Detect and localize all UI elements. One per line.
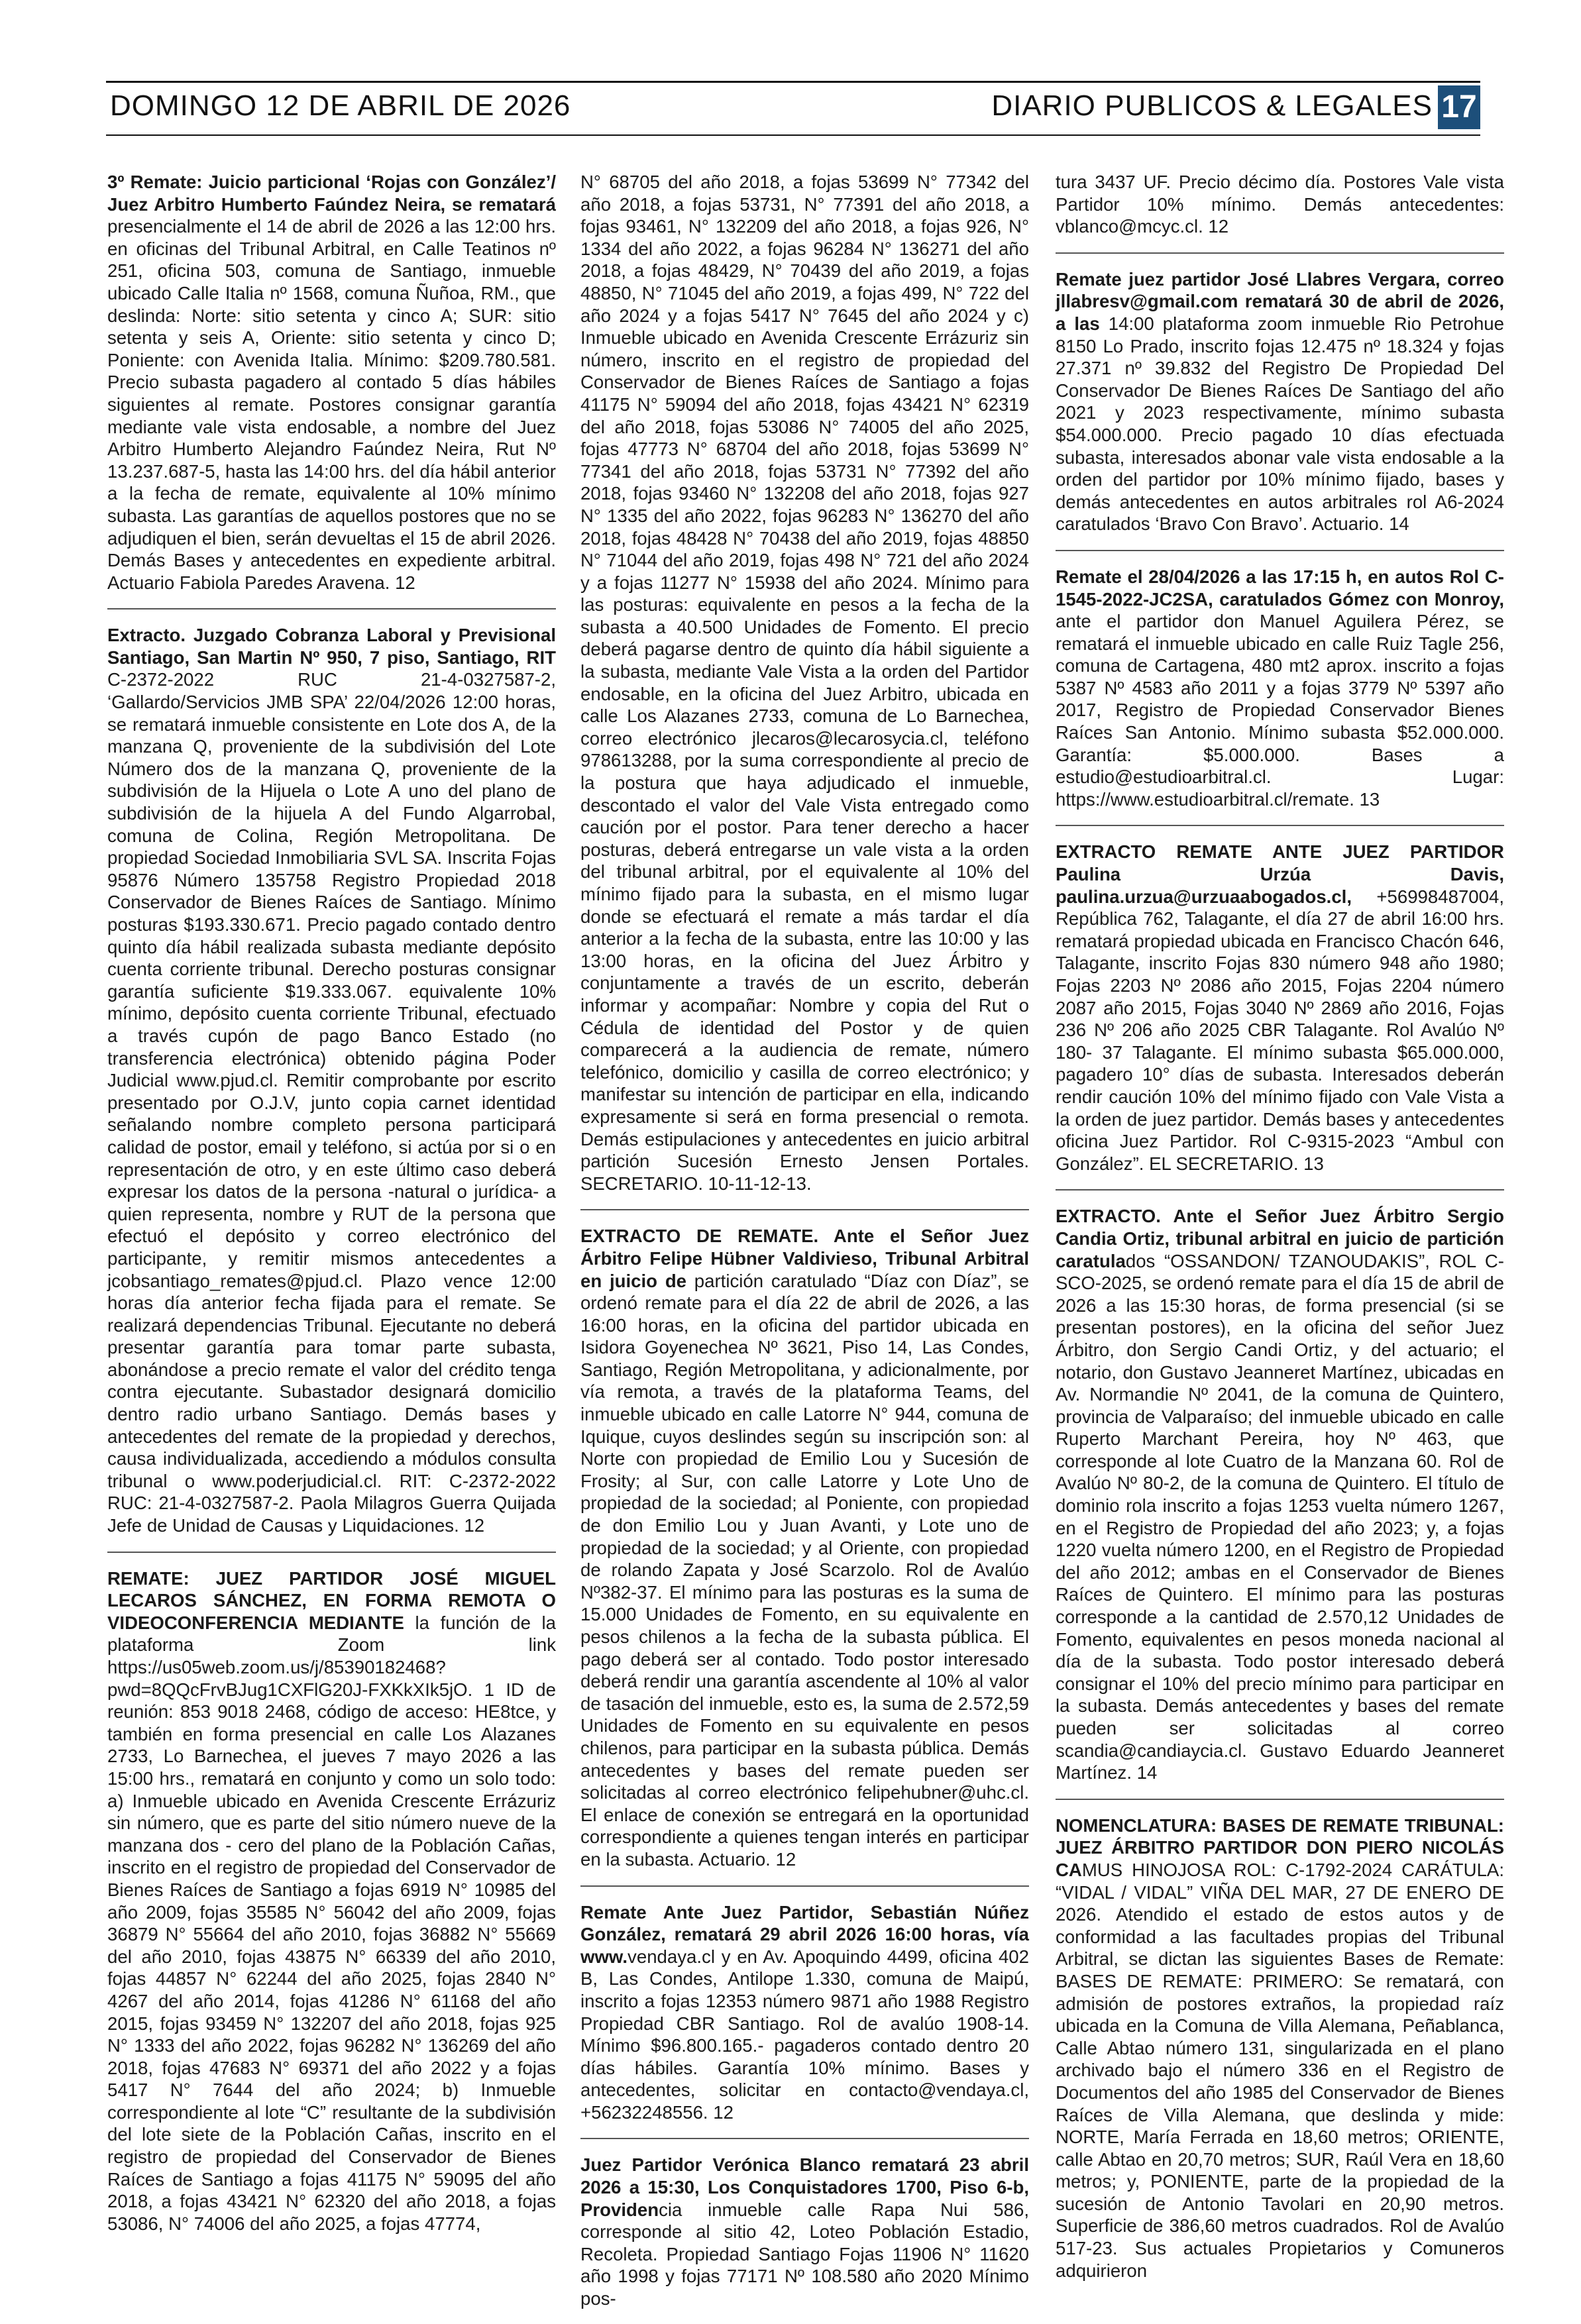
notice-divider <box>1056 252 1504 254</box>
notice-divider <box>1056 1799 1504 1800</box>
notice-lecaros-sanchez-continued: N° 68705 del año 2018, a fojas 53699 N° 77342 del año 2018, a fojas 53731, N° 77391 del año 2018, a fojas 93461, N° 132209 del año 2018, a fojas 926, N° 1334 del año 2022, a fojas 96284 N° 136271 del año 2018, a fojas 48429, N° 70439 del año 2019, a fojas 48850, N° 71045 del año 2019, a fojas 499, N° 722 del año 2024 y a fojas 5417 N° 7645 del año 2024 y c) Inmueble ubicado en Avenida Crescente Errázuriz sin número, inscrito en el registro de propiedad del Conservador de Bienes Raíces de Santiago a fojas 41175 N° 59094 del año 2018, fojas 43421 N° 62319 del año 2018, fojas 53086 N° 74005 del año 2025, fojas 47773 N° 68704 del año 2018, fojas 53699 N° 77341 del año 2018, fojas 53731 N° 77392 del año 2018, fojas 93460 N° 132208 del año 2018, fojas 927 N° 1335 del año 2022, fojas 96283 N° 136270 del año 2018, fojas 48428 N° 70438 del año 2019, fojas 48850 N° 71044 del año 2019, fojas 498 N° 721 del año 2024 y a fojas 11277 N° 15938 del año 2024. Mínimo para las posturas: equivalente en pesos a la fecha de la subasta a 40.500 Unidades de Fomento. El precio deberá pagarse dentro de quinto día hábil siguiente a la subasta, mediante Vale Vista a la orden del Partidor endosable, en la oficina del Juez Arbitro, ubicada en calle Los Alazanes 2733, comuna de Lo Barnechea, correo electrónico jlecaros@lecarosycia.cl, teléfono 978613288, por la suma correspondiente al precio de la postura que haya adjudicado el inmueble, descontado el valor del Vale Vista entregado como caución por el postor. Para tener derecho a hacer posturas, deberá entregarse un vale vista a la orden del tribunal arbitral, por el equivalente al 10% del mínimo fijado para la subasta, en el mismo lugar donde se efectuará el remate a más tardar el día anterior a la fecha de la subasta, entre las 10:00 y las 13:00 horas, en la oficina del Juez Árbitro y conjuntamente a través de un escrito, deberán informar y acompañar: Nombre y copia del Rut o Cédula de identidad del Postor y de quien comparecerá a la audiencia de remate, número telefónico, domicilio y casilla de correo electrónico; y manifestar su intención de participar en ella, indicando expresamente si será en forma presencial o remota. Demás estipulaciones y antecedentes en juicio arbitral partición Sucesión Ernesto Jensen Portales. SECRETARIO. 10-11-12-13. <box>580 172 1029 1194</box>
notice-lead: NOMENCLATURA: BASES DE REMATE TRIBUNAL: JUEZ ÁRBITRO PARTIDOR DON PIERO NICOLÁS CA <box>1056 1815 1504 1880</box>
notice-lead: Remate el 28/04/2026 a las 17:15 h, en autos Rol C-1545-2022-JC2SA, caratulados Gómez con Monroy, <box>1056 566 1504 609</box>
page-number-badge: 17 <box>1438 85 1480 129</box>
notice-lead: EXTRACTO DE REMATE. Ante el Señor Juez Árbitro Felipe Hübner Valdivieso, Tribunal Arbitral en juicio de <box>580 1226 1029 1291</box>
notice-gallardo-servicios-jmb <box>107 624 556 1536</box>
notice-divider <box>107 1552 556 1553</box>
notice-lead: Juez Partidor Verónica Blanco rematará 23 abril 2026 a 15:30, Los Conquistadores 1700, Piso 6-b, Providen <box>580 2154 1029 2220</box>
notice-body: presencialmente el 14 de abril de 2026 a las 12:00 hrs. en oficinas del Tribunal Arbitral, en Calle Teatinos nº 251, oficina 503, comuna de Santiago, inmueble ubicado Calle Italia nº 1568, comuna Ñuñoa, RM., que deslinda: Norte: sitio setenta y cinco A; SUR: sitio setenta y seis A, Oriente: sitio setenta y cinco D; Poniente: con Avenida Italia. Mínimo: $209.780.581. Precio subasta pagadero al contado 5 días hábiles siguientes al remate. Postores consignar garantía mediante vale vista endosable, a nombre del Juez Arbitro Humberto Alejandro Faúndez Neira, Rut Nº 13.237.687-5, hasta las 14:00 hrs. del día hábil anterior a la fecha de remate, equivalente al 10% mínimo subasta. Las garantías de aquellos postores que no se adjudiquen el bien, serán devueltas el 15 de abril 2026. Demás Bases y antecedentes en expediente arbitral. Actuario Fabiola Paredes Aravena. 12 <box>107 216 556 593</box>
notice-body: MUS HINOJOSA ROL: C-1792-2024 CARÁTULA: “VIDAL / VIDAL” VIÑA DEL MAR, 27 DE ENERO DE 2026. Atendido el estado de estos autos y de conformidad a las facultades propias del Tribunal Arbitral, se dictan las siguientes Bases de Remate: BASES DE REMATE: PRIMERO: Se rematará, con admisión de postores extraños, la propiedad raíz ubicada en la Comuna de Villa Alemana, Peñablanca, Calle Abtao número 131, singularizada en el plano archivado bajo el número 336 en el Registro de Documentos del año 1985 del Conservador de Bienes Raíces de Villa Alemana, que deslinda y mide: NORTE, María Ferrada en 18,60 metros; ORIENTE, calle Abtao en 20,70 metros; SUR, Raúl Vera en 18,60 metros; y, PONIENTE, parte de la propiedad de la sucesión de Antonio Tavolari en 20,90 metros. Superficie de 386,60 metros cuadrados. Rol de Avalúo 517-23. Sus actuales Propietarios y Comuneros adquirieron <box>1056 1859 1504 2281</box>
column-3 <box>1056 171 1504 2298</box>
notice-divider <box>1056 1189 1504 1190</box>
notice-lead: REMATE: JUEZ PARTIDOR JOSÉ MIGUEL LECAROS SÁNCHEZ, EN FORMA REMOTA O VIDEOCONFERENCIA MEDIANTE <box>107 1567 556 1633</box>
notice-body: cia inmueble calle Rapa Nui 586, corresponde al sitio 42, Loteo Población Estadio, Recoleta. Propiedad Santiago Fojas 11906 N° 11620 año 1998 y fojas 77171 Nº 108.580 año 2020 Mínimo pos- <box>580 2199 1029 2309</box>
header-date: DOMINGO 12 DE ABRIL DE 2026 <box>110 89 571 122</box>
notice-ossandon-tzanoudakis <box>1056 1205 1504 1783</box>
notice-lecaros-sanchez <box>107 1567 556 2235</box>
page-header <box>106 81 1480 136</box>
notice-rojas-con-gonzalez <box>107 171 556 594</box>
notice-lead: Extracto. Juzgado Cobranza Laboral y Previsional Santiago, San Martin Nº 950, 7 piso, Santiago, RIT <box>107 625 556 668</box>
notice-divider <box>580 2138 1029 2139</box>
notice-body: dos “OSSANDON/ TZANOUDAKIS”, ROL C-SCO-2025, se ordenó remate para el día 15 de abril de 2026 a las 15:30 horas, de forma presencial (si se presentan postores), en la oficina del señor Juez Árbitro, don Sergio Candi Ortiz, y del actuario; el notario, don Gustavo Jeanneret Martínez, ubicadas en Av. Normandie Nº 2041, de la comuna de Quintero, provincia de Valparaíso; del inmueble ubicado en calle Ruperto Marchant Pereira, hoy Nº 463, que corresponde al lote Cuatro de la Manzana 60. Rol de Avalúo Nº 80-2, de la comuna de Quintero. El título de dominio rola inscrito a fojas 1253 vuelta número 1267, en el Registro de Propiedad del año 2023; y, a fojas 1220 vuelta número 1200, en el Registro de Propiedad del año 2012; ambas en el Conservador de Bienes Raíces de Quintero. El mínimo para las posturas corresponde a la cantidad de 2.570,12 Unidades de Fomento, equivalentes en pesos moneda nacional al día de la subasta. Todo postor interesado deberá consignar el 10% del precio mínimo para participar en la subasta. Demás antecedentes y bases del remate pueden ser solicitadas al correo scandia@candiaycia.cl. Gustavo Eduardo Jeanneret Martínez. 14 <box>1056 1250 1504 1783</box>
notice-body: la función de la plataforma Zoom link https://us05web.zoom.us/j/85390182468?pwd=8QQcFrvBJug1CXFlG20J-FXKkXIk5jO. 1 ID de reunión: 853 9018 2468, código de acceso: HE8tce, y también en forma presencial en calle Los Alazanes 2733, Lo Barnechea, el jueves 7 mayo 2026 a las 15:00 hrs., rematará en conjunto y como un solo todo: a) Inmueble ubicado en Avenida Crescente Errázuriz sin número, que es parte del sitio número nueve de la manzana dos - cero del plano de la Población Cañas, inscrito en el registro de propiedad del Conservador de Bienes Raíces de Santiago a fojas 6919 N° 10985 del año 2009, fojas 35585 N° 56042 del año 2009, fojas 36879 N° 55664 del año 2010, fojas 36882 N° 55669 del año 2010, fojas 43875 N° 66339 del año 2010, fojas 44857 N° 62244 del año 2025, fojas 2840 N° 4267 del año 2014, fojas 41286 N° 61168 del año 2015, fojas 93459 N° 132207 del año 2018, fojas 925 N° 1333 del año 2022, fojas 96282 N° 136269 del año 2018, fojas 47683 N° 69371 del año 2022 y a fojas 5417 N° 7644 del año 2024; b) Inmueble correspondiente al lote “C” resultante de la subdivisión del lote siete de la Población Cañas, inscrito en el registro de propiedad del Conservador de Bienes Raíces de Santiago a fojas 41175 N° 59095 del año 2018, a fojas 43421 N° 62320 del año 2018, a fojas 53086, N° 74006 del año 2025, a fojas 47774, <box>107 1612 557 2234</box>
notice-body: ante el partidor don Manuel Aguilera Pérez, se rematará el inmueble ubicado en calle Ruiz Tagle 256, comuna de Cartagena, 480 mt2 aprox. inscrito a fojas 5387 Nº 4583 año 2011 y a fojas 3779 Nº 5397 año 2017, Registro de Propiedad Conservador Bienes Raíces San Antonio. Mínimo subasta $52.000.000. Garantía: $5.000.000. Bases a estudio@estudioarbitral.cl. Lugar: https://www.estudioarbitral.cl/remate. 13 <box>1056 611 1504 810</box>
notice-divider <box>580 1885 1029 1887</box>
notice-nunez-gonzalez <box>580 1901 1029 2124</box>
notice-lead: 3º Remate: Juicio particional ‘Rojas con González’/ Juez Arbitro Humberto Faúndez Neira, se rematará <box>107 172 556 215</box>
notice-body: vendaya.cl y en Av. Apoquindo 4499, oficina 402 B, Las Condes, Antilope 1.330, comuna de Maipú, inscrito a fojas 12353 número 9871 año 1988 Registro Propiedad CBR Santiago. Rol de avalúo 1908-14. Mínimo $96.800.165.- pagaderos contado dentro 20 días hábiles. Garantía 10% mínimo. Bases y antecedentes, solicitar en contacto@vendaya.cl, +56232248556. 12 <box>580 1946 1029 2123</box>
column-2 <box>580 171 1029 2309</box>
notice-lead: Remate Ante Juez Partidor, Sebastián Núñez González, rematará 29 abril 2026 16:00 horas, vía www. <box>580 1901 1029 1967</box>
notice-lead: EXTRACTO REMATE ANTE JUEZ PARTIDOR Paulina Urzúa Davis, paulina.urzua@urzuaabogados.cl, <box>1056 841 1504 907</box>
notice-body: 14:00 plataforma zoom inmueble Rio Petrohue 8150 Lo Prado, inscrito fojas 12.475 nº 18.324 y fojas 27.371 nº 39.832 del Registro De Propiedad Del Conservador De Bienes Raíces De Santiago del año 2021 y 2023 respectivamente, mínimo subasta $54.000.000. Precio pagado 10 días efectuada subasta, interesados abonar vale vista endosable a la orden del partidor por 10% mínimo fijado, bases y demás antecedentes en autos arbitrales rol A6-2024 caratulados ‘Bravo Con Bravo’. Actuario. 14 <box>1056 313 1504 535</box>
notice-urzua-davis <box>1056 841 1504 1175</box>
notice-veronica-blanco <box>580 2154 1029 2309</box>
notice-gomez-con-monroy <box>1056 566 1504 811</box>
notice-llabres-vergara <box>1056 268 1504 535</box>
notice-body: +56998487004, República 762, Talagante, el día 27 de abril 16:00 hrs. rematará propiedad ubicada en Francisco Chacón 646, Talagante, inscrito Fojas 830 número 948 año 1980; Fojas 2203 Nº 2086 año 2015, Fojas 2204 número 2087 año 2015, Fojas 3040 Nº 2869 año 2016, Fojas 236 Nº 206 año 2025 CBR Talagante. Rol Avalúo Nº 180- 37 Talagante. El mínimo subasta $65.000.000, pagadero 10° días de subasta. Interesados deberán rendir caución 10% del mínimo fijado con Vale Vista a la orden de juez partidor. Demás bases y antecedentes oficina Juez Partidor. Rol C-9315-2023 “Ambul con González”. EL SECRETARIO. 13 <box>1056 886 1504 1174</box>
column-1 <box>107 171 556 2298</box>
notice-divider <box>1056 825 1504 826</box>
notice-lead: Remate juez partidor José Llabres Vergara, correo jllabresv@gmail.com rematará 30 de abril de 2026, a las <box>1056 268 1504 334</box>
notice-veronica-blanco-continued: tura 3437 UF. Precio décimo día. Postores Vale vista Partidor 10% mínimo. Demás antecedentes: vblanco@mcyc.cl. 12 <box>1056 172 1504 237</box>
notice-vidal-vidal <box>1056 1815 1504 2282</box>
notice-divider <box>580 1209 1029 1210</box>
notice-body: C-2372-2022 RUC 21-4-0327587-2, ‘Gallardo/Servicios JMB SPA’ 22/04/2026 12:00 horas, se rematará inmueble consistente en Lote dos A, de la manzana Q, proveniente de la subdivisión del Lote Número dos de la manzana Q, proveniente de la subdivisión de la Hijuela o Lote A uno del plano de subdivisión de la hijuela A del Fundo Algarrobal, comuna de Colina, Región Metropolitana. De propiedad Sociedad Inmobiliaria SVL SA. Inscrita Fojas 95876 Número 135758 Registro Propiedad 2018 Conservador de Bienes Raíces de Santiago. Mínimo posturas $193.330.671. Precio pagado contado dentro quinto día hábil realizada subasta mediante depósito cuenta corriente tribunal. Derecho posturas consignar garantía suficiente $19.333.067. equivalente 10% mínimo, depósito cuenta corriente Tribunal, efectuado a través cupón de pago Banco Estado (no transferencia electrónica) obtenido página Poder Judicial www.pjud.cl. Remitir comprobante por escrito presentado por O.J.V, junto copia carnet identidad señalando nombre completo persona participará calidad de postor, email y teléfono, si actúa por si o en representación de otro, y en este último caso deberá expresar los datos de la persona -natural o jurídica- a quien representa, nombre y RUT de la persona que efectuó el depósito y correo electrónico del participante, y remitir mismos antecedentes a jcobsantiago_remates@pjud.cl. Plazo vence 12:00 horas día anterior fecha fijada para el remate. Se realizará dependencias Tribunal. Ejecutante no deberá presentar garantía para tomar parte subasta, abonándose a precio remate el valor del crédito tenga contra ejecutante. Subastador designará domicilio dentro radio urbano Santiago. Demás bases y antecedentes del remate de la propiedad y derechos, causa individualizada, accediendo a módulos consulta tribunal o www.poderjudicial.cl. RIT: C-2372-2022 RUC: 21-4-0327587-2. Paola Milagros Guerra Quijada Jefe de Unidad de Causas y Liquidaciones. 12 <box>107 669 556 1536</box>
notice-lead: EXTRACTO. Ante el Señor Juez Árbitro Sergio Candia Ortiz, tribunal arbitral en juicio de partición caratula <box>1056 1206 1504 1271</box>
notice-body: partición caratulado “Díaz con Díaz”, se ordenó remate para el día 22 de abril de 2026, a las 16:00 horas, en la oficina del partidor ubicada en Isidora Goyenechea Nº 3621, Piso 14, Las Condes, Santiago, Región Metropolitana, y adicionalmente, por vía remota, a través de la plataforma Teams, del inmueble ubicado en calle Latorre N° 944, comuna de Iquique, cuyos deslindes según su inscripción son: al Norte con propiedad de Emilio Lou y Sucesión de Frosity; al Sur, con calle Latorre y Lote Uno de propiedad de la sociedad; al Poniente, con propiedad de don Emilio Lou y Juan Avanti, y Lote uno de propiedad de la sociedad; y al Oriente, con propiedad de rolando Zapata y José Scarzolo. Rol de Avalúo Nº382-37. El mínimo para las posturas es la suma de 15.000 Unidades de Fomento, en su equivalente en pesos chilenos a la fecha de la subasta pública. El pago deberá ser al contado. Todo postor interesado deberá rendir una garantía ascendente al 10% al valor de tasación del inmueble, esto es, la suma de 2.572,59 Unidades de Fomento en su equivalente en pesos chilenos, para participar en la subasta pública. Demás antecedentes y bases del remate pueden ser solicitadas al correo electrónico felipehubner@uhc.cl. El enlace de conexión se entregará en la oportunidad correspondiente a quienes tengan interés en participar en la subasta. Actuario. 12 <box>580 1270 1029 1870</box>
notice-diaz-con-diaz <box>580 1225 1029 1870</box>
notice-divider <box>107 608 556 609</box>
notice-divider <box>1056 550 1504 551</box>
header-publication-title: DIARIO PUBLICOS & LEGALES <box>991 89 1433 122</box>
